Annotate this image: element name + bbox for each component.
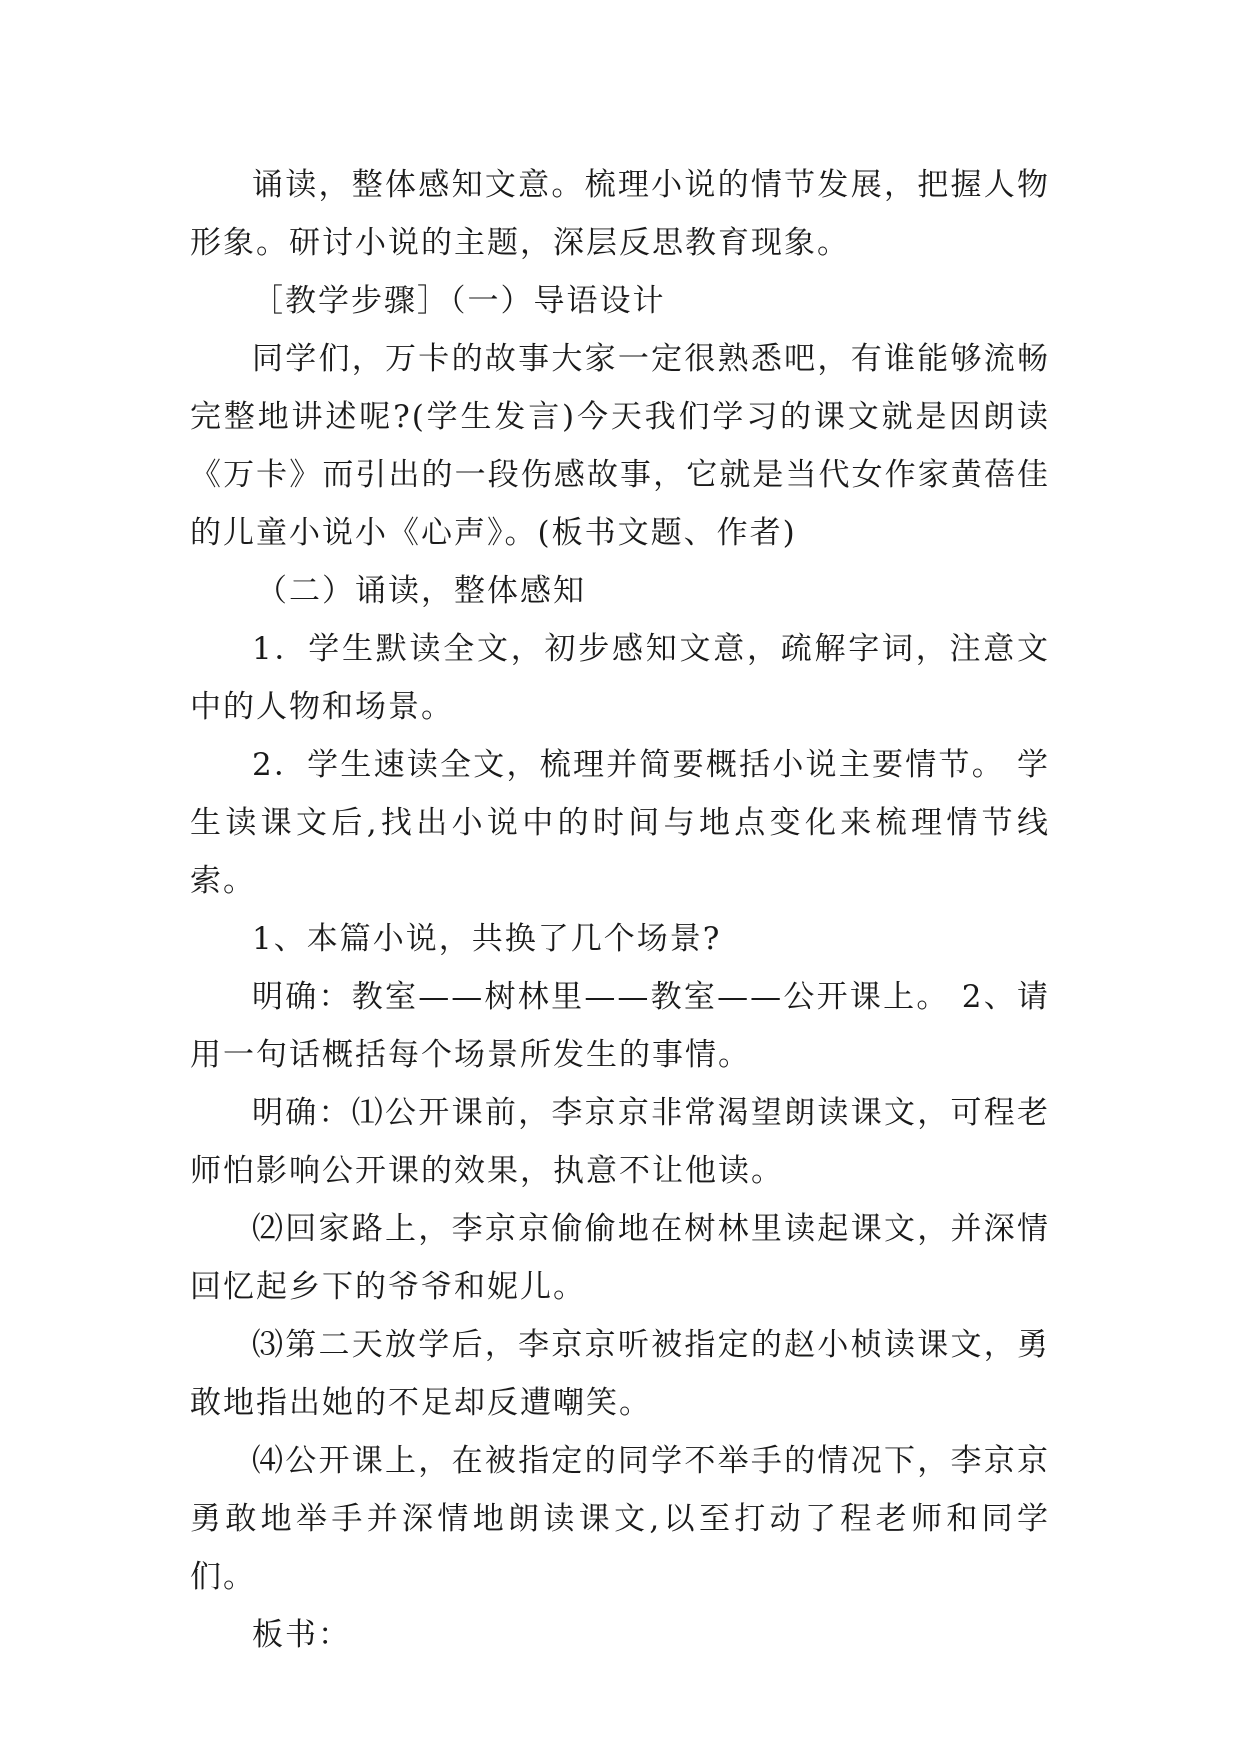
- paragraph-section-two-heading: （二）诵读，整体感知: [256, 573, 586, 609]
- paragraph-answer-3: ⑶第二天放学后，李京京听被指定的赵小桢读课文，勇敢地指出她的不足却反遭嘲笑。: [190, 1327, 1050, 1421]
- paragraph-objectives: 诵读，整体感知文意。梳理小说的情节发展，把握人物形象。研讨小说的主题，深层反思教育现象。: [190, 167, 1050, 261]
- paragraph-answer-2: ⑵回家路上，李京京偷偷地在树林里读起课文，并深情回忆起乡下的爷爷和妮儿。: [190, 1211, 1050, 1305]
- paragraph-answer-4: ⑷公开课上，在被指定的同学不举手的情况下，李京京勇敢地举手并深情地朗读课文,以至打动了程老师和同学们。: [190, 1443, 1050, 1595]
- paragraph-answer-1: 明确：⑴公开课前，李京京非常渴望朗读课文，可程老师怕影响公开课的效果，执意不让他读。: [190, 1095, 1050, 1189]
- paragraph-blackboard: 板书：: [252, 1617, 351, 1653]
- paragraph-teaching-steps: ［教学步骤］（一）导语设计: [252, 283, 666, 319]
- paragraph-intro-design: 同学们，万卡的故事大家一定很熟悉吧，有谁能够流畅完整地讲述呢?(学生发言)今天我们学习的课文就是因朗读《万卡》而引出的一段伤感故事，它就是当代女作家黄蓓佳的儿童小说小《心声》。(板书文题、作者): [190, 341, 1050, 551]
- paragraph-step-2: 2．学生速读全文，梳理并简要概括小说主要情节。 学生读课文后,找出小说中的时间与地点变化来梳理情节线索。: [190, 747, 1050, 899]
- document-body: [190, 156, 1050, 1664]
- paragraph-step-1: 1．学生默读全文，初步感知文意，疏解字词，注意文中的人物和场景。: [190, 631, 1050, 725]
- paragraph-question-1: 1、本篇小说，共换了几个场景?: [252, 921, 722, 957]
- paragraph-answer-scenes: 明确：教室——树林里——教室——公开课上。 2、请用一句话概括每个场景所发生的事情。: [190, 979, 1050, 1073]
